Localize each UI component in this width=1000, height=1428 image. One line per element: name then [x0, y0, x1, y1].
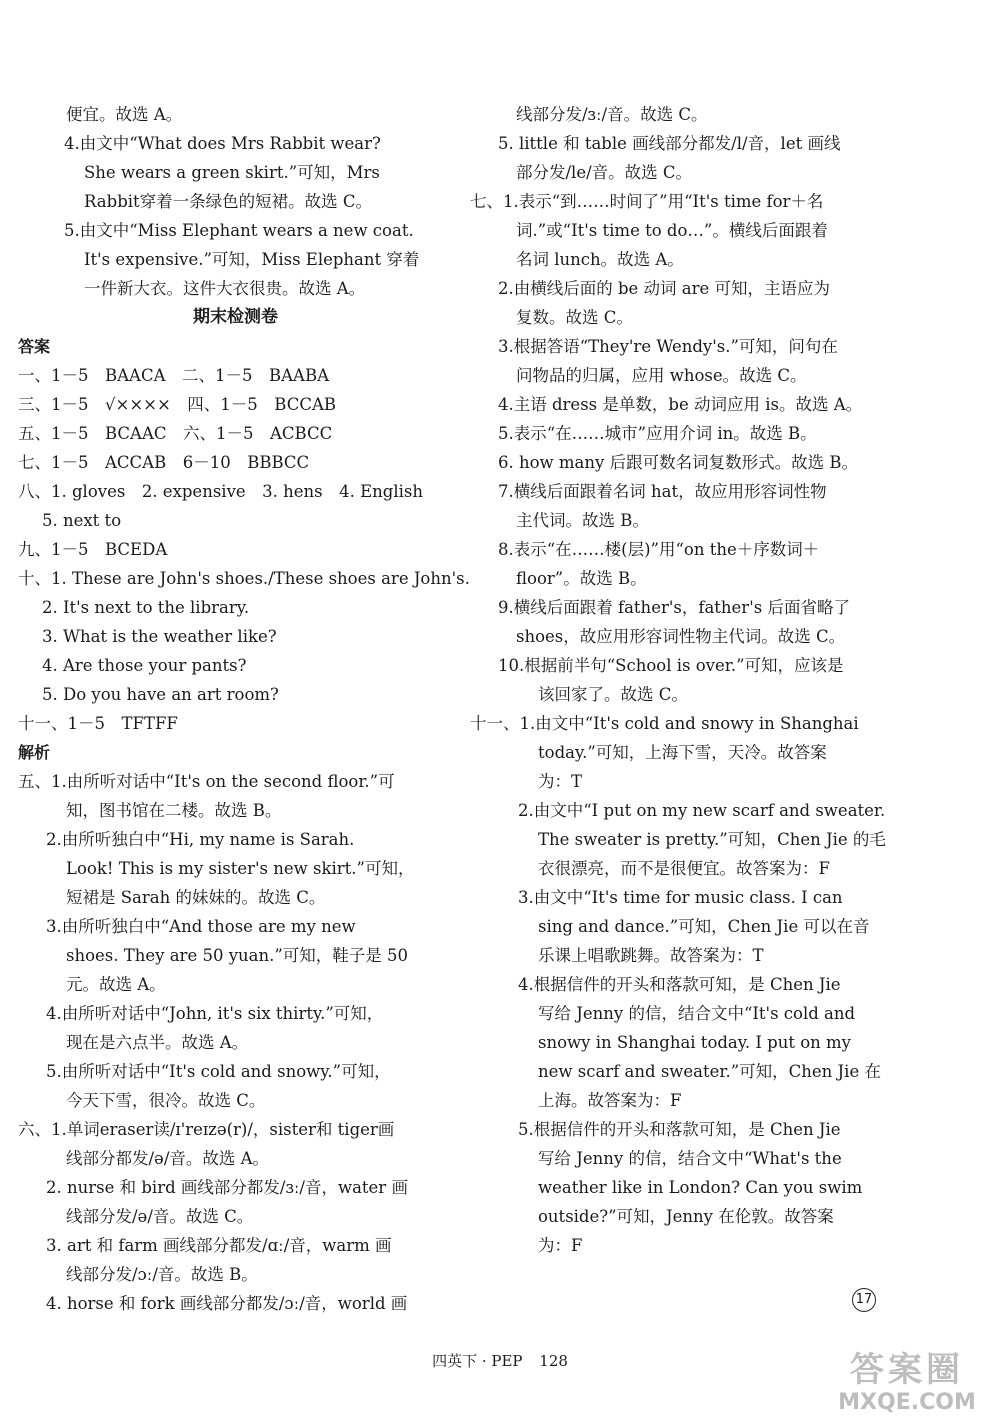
text-line: 5.表示“在……城市”应用介词 in。故选 B。 [498, 424, 817, 443]
text-line: 六、1.单词eraser读/ɪ'reɪzə(r)/，sister和 tiger画 [18, 1120, 395, 1139]
text-line: 短裙是 Sarah 的妹妹的。故选 C。 [66, 888, 326, 907]
text-line: 写给 Jenny 的信，结合文中“What's the [538, 1149, 842, 1168]
page-number: 128 [539, 1352, 568, 1370]
text-line: 4. horse 和 fork 画线部分都发/ɔː/音，world 画 [46, 1294, 408, 1313]
text-line: 线部分发/ɜː/音。故选 C。 [516, 105, 708, 124]
section-heading: 解析 [18, 743, 51, 762]
text-line: 主代词。故选 B。 [516, 511, 649, 530]
text-line: 乐课上唱歌跳舞。故答案为：T [538, 946, 764, 965]
text-line: 八、1. gloves 2. expensive 3. hens 4. English [18, 482, 423, 501]
text-line: 为：T [538, 772, 583, 791]
text-line: 十一、1.由文中“It's cold and snowy in Shanghai [470, 714, 859, 733]
text-line: 3.由文中“It's time for music class. I can [518, 888, 843, 907]
text-line: 4.由所听对话中“John, it's six thirty.”可知， [46, 1004, 384, 1023]
text-line: shoes. They are 50 yuan.”可知，鞋子是 50 [66, 946, 409, 965]
text-line: 七、1.表示“到……时间了”用“It's time for＋名 [470, 192, 824, 211]
text-line: 5. little 和 table 画线部分都发/l/音，let 画线 [498, 134, 841, 153]
text-line: 五、1－5 BCAAC 六、1－5 ACBCC [18, 424, 333, 443]
right-column [470, 100, 886, 1260]
text-line: 复数。故选 C。 [516, 308, 633, 327]
text-line: 现在是六点半。故选 A。 [66, 1033, 249, 1052]
text-line: 3.根据答语“They're Wendy's.”可知，问句在 [498, 337, 838, 356]
text-line: 三、1－5 √×××× 四、1－5 BCCAB [18, 395, 337, 414]
book-label: 四英下 · PEP [432, 1352, 523, 1370]
text-line: 十一、1－5 TFTFF [18, 714, 178, 733]
text-line: 衣很漂亮，而不是很便宜。故答案为：F [538, 859, 830, 878]
text-line: 4.由文中“What does Mrs Rabbit wear? [64, 134, 381, 153]
text-line: 线部分发/ə/音。故选 C。 [66, 1207, 254, 1226]
text-line: 5.由所听对话中“It's cold and snowy.”可知， [46, 1062, 391, 1081]
text-line: 3. What is the weather like? [42, 627, 277, 646]
watermark-logo [822, 1350, 992, 1420]
watermark-bottom-text: MXQE.COM [838, 1390, 976, 1415]
text-line: 2.由横线后面的 be 动词 are 可知，主语应为 [498, 279, 831, 298]
text-line: She wears a green skirt.”可知，Mrs [84, 163, 380, 182]
text-line: 为：F [538, 1236, 583, 1255]
text-line: 上海。故答案为：F [538, 1091, 682, 1110]
text-line: sing and dance.”可知，Chen Jie 可以在音 [538, 917, 870, 936]
text-line: shoes，故应用形容词性物主代词。故选 C。 [516, 627, 846, 646]
text-line: 6. how many 后跟可数名词复数形式。故选 B。 [498, 453, 858, 472]
text-line: 5.由文中“Miss Elephant wears a new coat. [64, 221, 414, 240]
text-line: 元。故选 A。 [66, 975, 166, 994]
text-line: 2. It's next to the library. [42, 598, 250, 617]
text-line: 4.主语 dress 是单数，be 动词应用 is。故选 A。 [498, 395, 863, 414]
text-line: 知，图书馆在二楼。故选 B。 [66, 801, 282, 820]
text-line: 3. art 和 farm 画线部分都发/ɑː/音，warm 画 [46, 1236, 392, 1255]
text-line: 部分发/le/音。故选 C。 [516, 163, 693, 182]
text-line: 4.根据信件的开头和落款可知，是 Chen Jie [518, 975, 841, 994]
text-line: 问物品的归属，应用 whose。故选 C。 [516, 366, 807, 385]
text-line: It's expensive.”可知，Miss Elephant 穿着 [84, 250, 420, 269]
text-line: 7.横线后面跟着名词 hat，故应用形容词性物 [498, 482, 827, 501]
text-line: 2.由所听独白中“Hi, my name is Sarah. [46, 830, 355, 849]
text-line: 3.由所听独白中“And those are my new [46, 917, 356, 936]
section-number-badge: 17 [852, 1288, 876, 1312]
text-line: new scarf and sweater.”可知，Chen Jie 在 [538, 1062, 881, 1081]
text-line: weather like in London? Can you swim [538, 1178, 863, 1197]
text-line: Rabbit穿着一条绿色的短裙。故选 C。 [84, 192, 373, 211]
text-line: Look! This is my sister's new skirt.”可知， [66, 859, 415, 878]
text-line: 5.根据信件的开头和落款可知，是 Chen Jie [518, 1120, 841, 1139]
section-title: 期末检测卷 [193, 307, 278, 327]
text-line: snowy in Shanghai today. I put on my [538, 1033, 851, 1052]
text-line: 4. Are those your pants? [42, 656, 247, 675]
text-line: 线部分都发/ə/音。故选 A。 [66, 1149, 270, 1168]
text-line: floor”。故选 B。 [516, 569, 647, 588]
text-line: 2. nurse 和 bird 画线部分都发/ɜː/音，water 画 [46, 1178, 408, 1197]
text-line: outside?”可知，Jenny 在伦敦。故答案 [538, 1207, 834, 1226]
text-line: 9.横线后面跟着 father's，father's 后面省略了 [498, 598, 850, 617]
text-line: 五、1.由所听对话中“It's on the second floor.”可 [18, 772, 395, 791]
text-line: 今天下雪，很冷。故选 C。 [66, 1091, 266, 1110]
text-line: 九、1－5 BCEDA [18, 540, 168, 559]
text-line: 5. Do you have an art room? [42, 685, 279, 704]
left-column [18, 100, 470, 1318]
text-line: today.”可知，上海下雪，天冷。故答案 [538, 743, 827, 762]
text-line: 8.表示“在……楼(层)”用“on the＋序数词＋ [498, 540, 820, 559]
text-line: 七、1－5 ACCAB 6－10 BBBCC [18, 453, 310, 472]
text-line: 一、1－5 BAACA 二、1－5 BAABA [18, 366, 329, 385]
text-line: 写给 Jenny 的信，结合文中“It's cold and [538, 1004, 856, 1023]
text-line: 便宜。故选 A。 [66, 105, 183, 124]
section-heading: 答案 [18, 337, 51, 356]
text-line: The sweater is pretty.”可知，Chen Jie 的毛 [538, 830, 886, 849]
text-line: 该回家了。故选 C。 [538, 685, 688, 704]
text-line: 一件新大衣。这件大衣很贵。故选 A。 [84, 279, 366, 298]
text-line: 5. next to [42, 511, 122, 530]
watermark-top-text: 答案圈 [850, 1350, 964, 1390]
text-line: 十、1. These are John's shoes./These shoes are John's. [18, 569, 470, 588]
text-line: 10.根据前半句“School is over.”可知，应该是 [498, 656, 844, 675]
text-line: 2.由文中“I put on my new scarf and sweater. [518, 801, 886, 820]
text-line: 词.”或“It's time to do…”。横线后面跟着 [516, 221, 828, 240]
text-line: 线部分发/ɔː/音。故选 B。 [66, 1265, 258, 1284]
text-line: 名词 lunch。故选 A。 [516, 250, 684, 269]
